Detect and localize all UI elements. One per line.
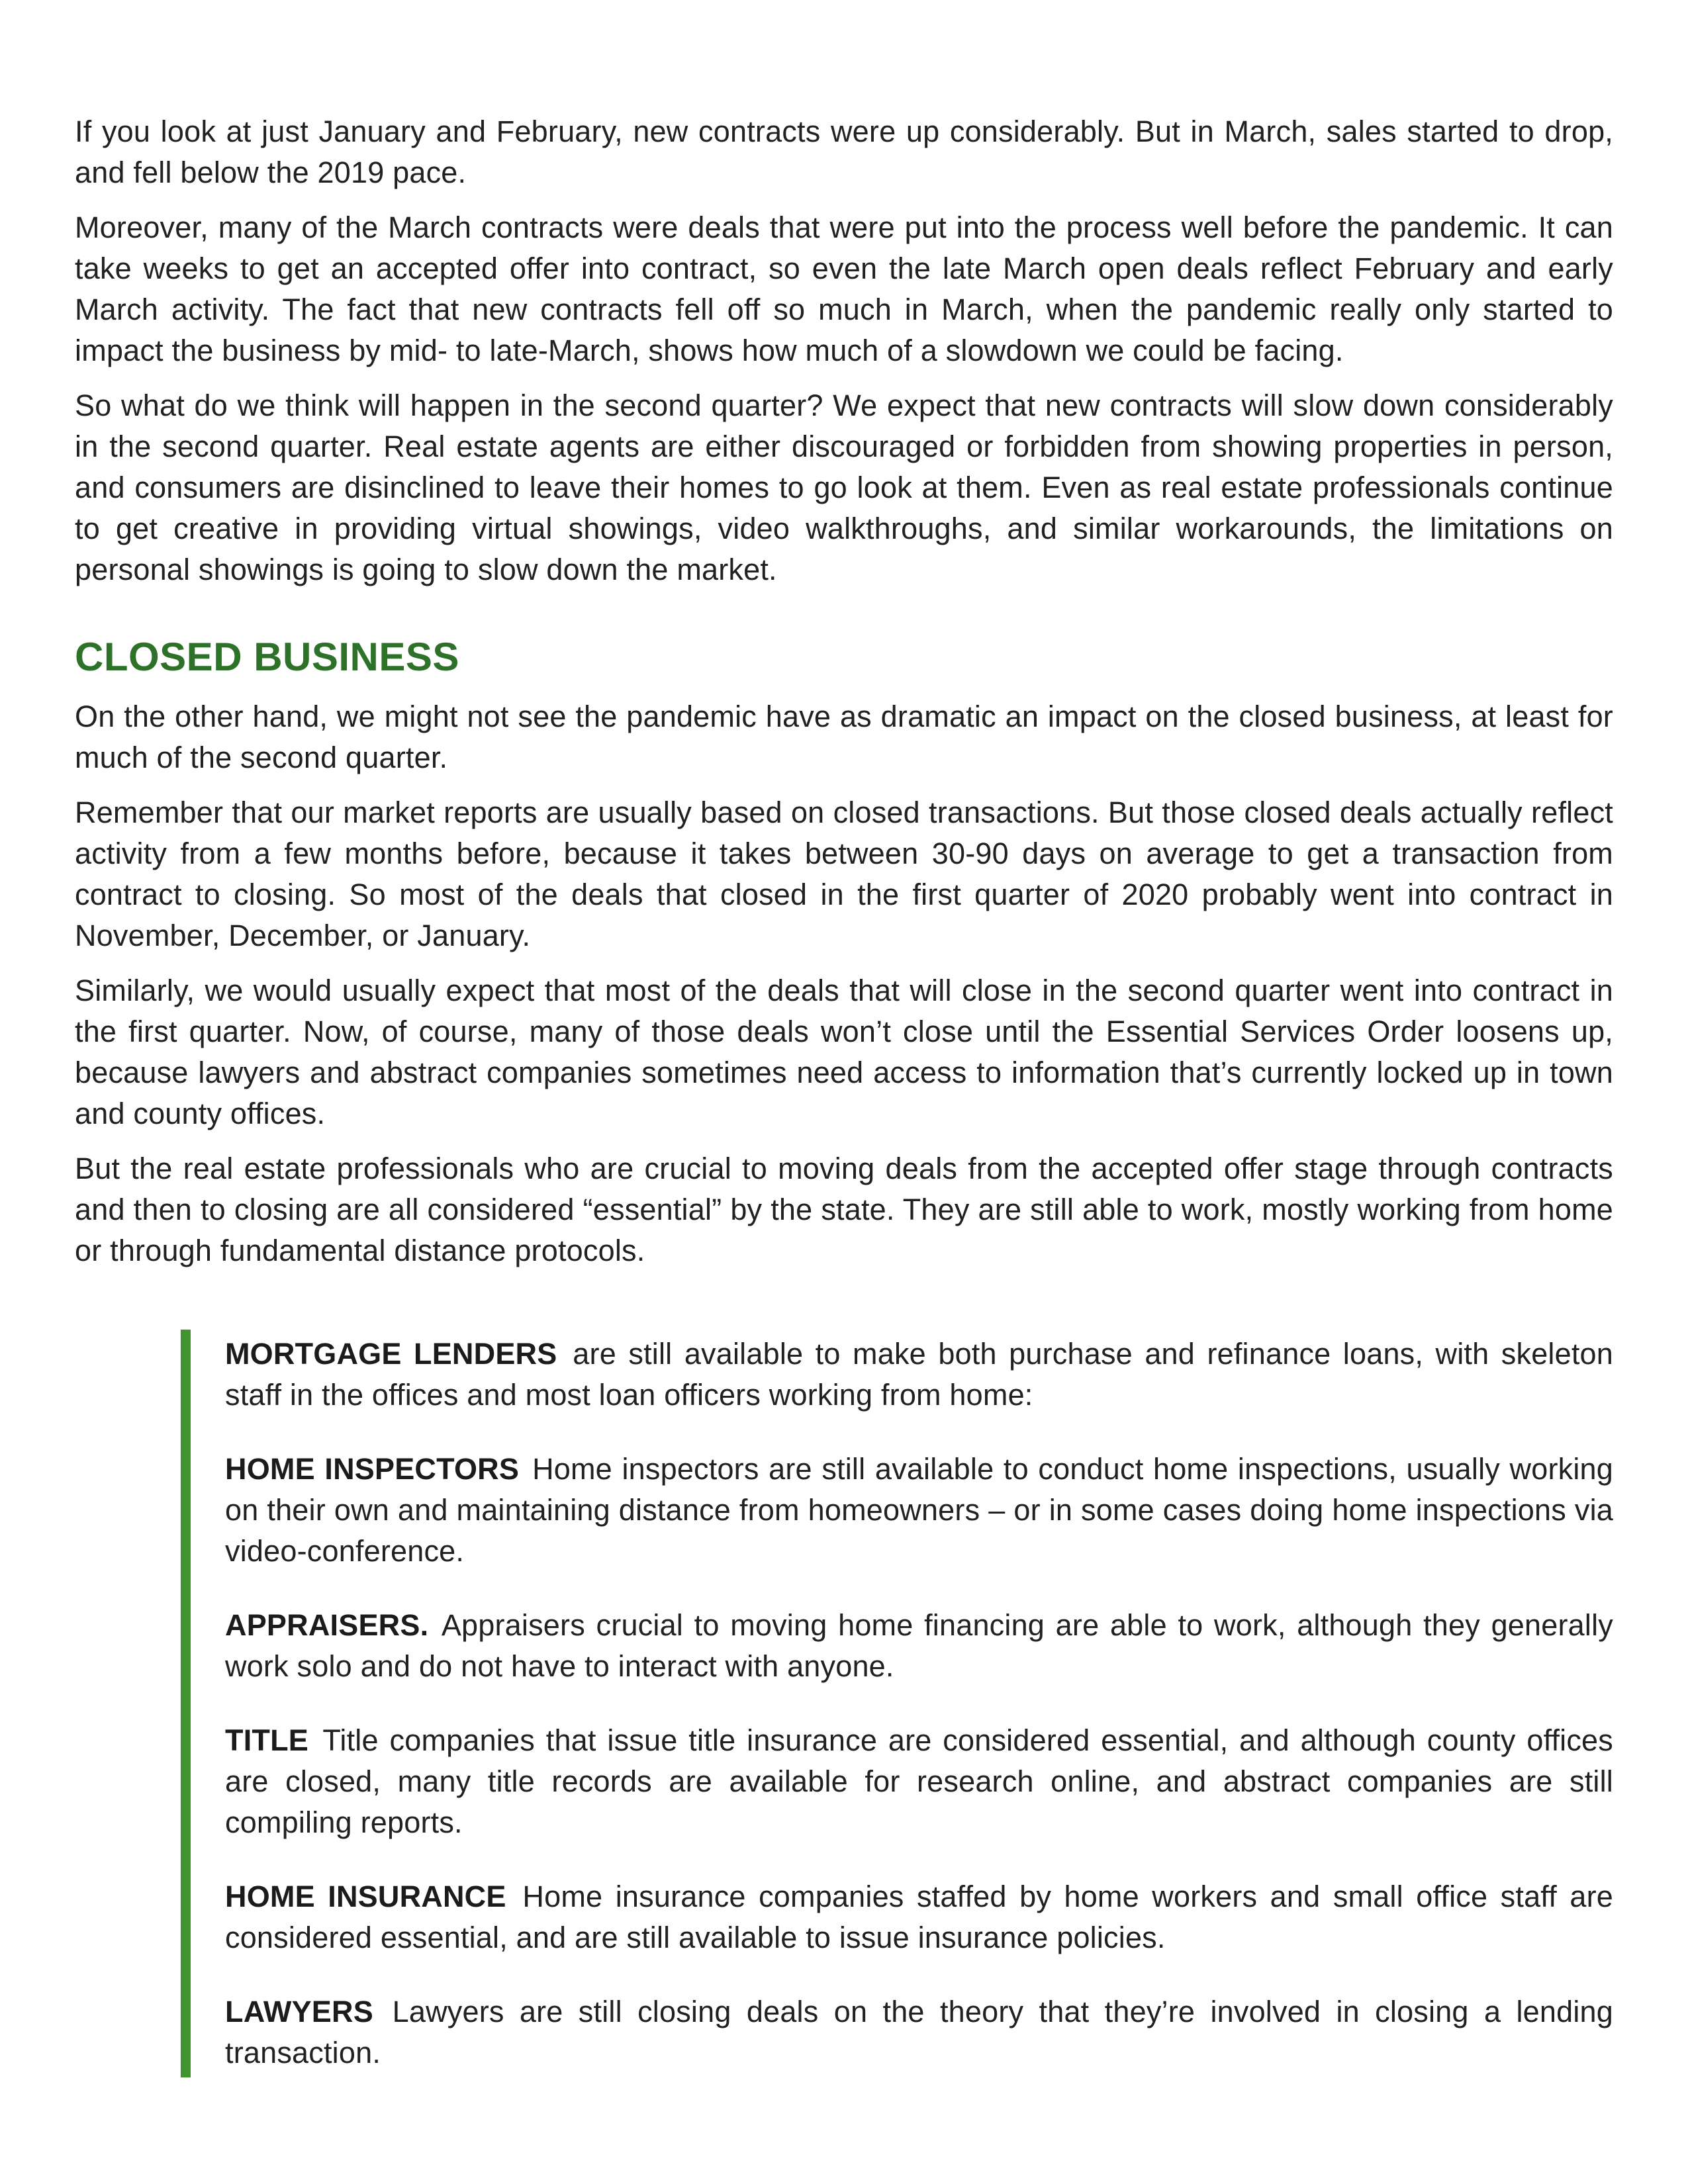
service-paragraph [225, 1876, 1613, 1958]
body-paragraph: But the real estate professionals who are crucial to moving deals from the accepted offer stage through contracts and then to closing are all considered “essential” by the state. They are still able to work, mostly working from home or through fundamental distance protocols. [75, 1152, 1613, 1267]
service-label: LAWYERS [225, 1995, 373, 2028]
essential-service-item [225, 1605, 1613, 1687]
service-description: are still available to make both purchase and refinance loans, with skeleton staff in the offices and most loan officers working from home: [225, 1337, 1614, 1412]
body-paragraph: So what do we think will happen in the second quarter? We expect that new contracts will slow down considerably in the second quarter. Real estate agents are either discouraged or forbidden from showing properties in person, and consumers are disinclined to leave their homes to go look at them. Even as real estate professionals continue to get creative in providing virtual showings, video walkthroughs, and similar workarounds, the limitations on personal showings is going to slow down the market. [75, 388, 1613, 586]
service-paragraph [225, 1605, 1613, 1687]
service-description: Appraisers crucial to moving home financing are able to work, although they generally work solo and do not have to interact with anyone. [225, 1608, 1613, 1683]
essential-service-item [225, 1991, 1613, 2073]
essential-service-item [225, 1334, 1613, 1416]
body-paragraph: Similarly, we would usually expect that most of the deals that will close in the second quarter went into contract in the first quarter. Now, of course, many of those deals won’t close until the Essential Services Order loosens up, because lawyers and abstract companies sometimes need access to information that’s currently locked up in town and county offices. [75, 974, 1613, 1130]
body-paragraph: On the other hand, we might not see the pandemic have as dramatic an impact on the closed business, at least for much of the second quarter. [75, 700, 1613, 774]
service-description: Lawyers are still closing deals on the theory that they’re involved in closing a lending transaction. [225, 1995, 1613, 2070]
service-label: APPRAISERS. [225, 1608, 429, 1642]
essential-service-item [225, 1720, 1613, 1843]
service-label: MORTGAGE LENDERS [225, 1337, 557, 1371]
body-paragraph: Moreover, many of the March contracts were deals that were put into the process well before the pandemic. It can take weeks to get an accepted offer into contract, so even the late March open deals reflect February and early March activity. The fact that new contracts fell off so much in March, when the pandemic really only started to impact the business by mid- to late-March, shows how much of a slowdown we could be facing. [75, 210, 1613, 367]
essential-service-item [225, 1876, 1613, 1958]
body-paragraph: Remember that our market reports are usually based on closed transactions. But those closed deals actually reflect activity from a few months before, because it takes between 30-90 days on average to get a transaction from contract to closing. So most of the deals that closed in the first quarter of 2020 probably went into contract in November, December, or January. [75, 796, 1613, 952]
service-paragraph [225, 1334, 1613, 1416]
service-description: Home insurance companies staffed by home workers and small office staff are considered essential, and are still available to issue insurance policies. [225, 1880, 1613, 1954]
closed-business-heading: CLOSED BUSINESS [75, 635, 459, 679]
service-paragraph [225, 1449, 1613, 1572]
body-paragraph: If you look at just January and February, new contracts were up considerably. But in March, sales started to drop, and fell below the 2019 pace. [75, 114, 1613, 189]
green-accent-bar [181, 1330, 191, 2077]
service-paragraph [225, 1991, 1613, 2073]
essential-services-list [191, 1330, 1613, 2077]
service-description: Home inspectors are still available to conduct home inspections, usually working on their own and maintaining distance from homeowners – or in some cases doing home inspections via video-conference. [225, 1452, 1614, 1568]
intro-section [75, 111, 1613, 590]
essential-services-callout [181, 1330, 1613, 2077]
service-label: TITLE [225, 1723, 308, 1757]
closed-business-section [75, 696, 1613, 1271]
service-label: HOME INSURANCE [225, 1880, 506, 1913]
service-paragraph [225, 1720, 1613, 1843]
service-label: HOME INSPECTORS [225, 1452, 520, 1486]
service-description: Title companies that issue title insurance are considered essential, and although county offices are closed, many title records are available for research online, and abstract companies are still compiling reports. [225, 1723, 1613, 1839]
essential-service-item [225, 1449, 1613, 1572]
